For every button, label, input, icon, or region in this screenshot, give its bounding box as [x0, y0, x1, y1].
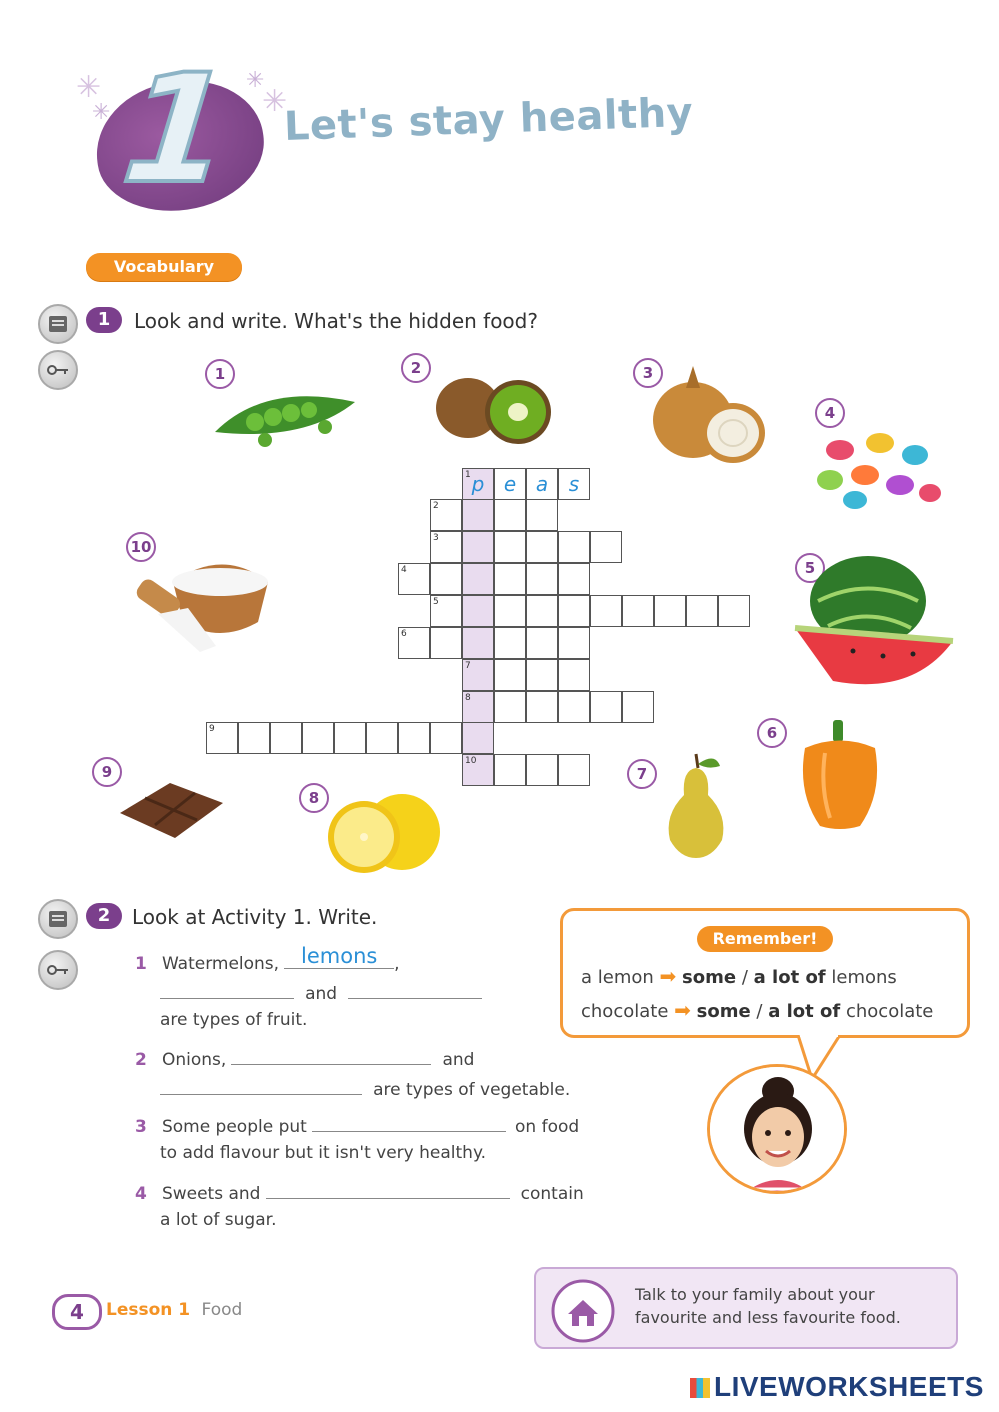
- picture-number: 6: [757, 718, 787, 748]
- picture-number: 3: [633, 358, 663, 388]
- picture-number: 7: [627, 759, 657, 789]
- brand-logo: [690, 1371, 984, 1403]
- section-label: Vocabulary: [86, 253, 242, 281]
- rule-text: some: [696, 1001, 751, 1022]
- crossword-cell[interactable]: [302, 722, 334, 754]
- girl-image: [710, 1067, 847, 1194]
- crossword-cell[interactable]: [558, 531, 590, 563]
- key-icon: [46, 363, 70, 377]
- crossword-cell[interactable]: [494, 659, 526, 691]
- rule-text: a lot of: [753, 967, 826, 988]
- clue-number: 8: [465, 693, 471, 703]
- crossword-cell[interactable]: [430, 563, 462, 595]
- crossword-cell[interactable]: [462, 468, 494, 500]
- watermelon-image: [793, 556, 955, 690]
- crossword-cell[interactable]: [526, 468, 558, 500]
- question-number: 1: [135, 954, 147, 974]
- question-text: are types of fruit.: [160, 1010, 308, 1030]
- picture-number: 8: [299, 783, 329, 813]
- remember-line-1: [581, 964, 897, 988]
- arrow-right-icon: ➡: [674, 998, 691, 1022]
- crossword-cell[interactable]: [590, 531, 622, 563]
- answer-field[interactable]: [231, 1046, 431, 1065]
- rule-text: chocolate: [581, 1001, 669, 1022]
- crossword-cell[interactable]: [558, 563, 590, 595]
- picture-number: 1: [205, 359, 235, 389]
- crossword-cell[interactable]: [622, 691, 654, 723]
- answer-field[interactable]: [160, 1076, 362, 1095]
- brand-icon: [690, 1378, 710, 1398]
- crossword-cell[interactable]: [526, 691, 558, 723]
- picture-number: 10: [126, 532, 156, 562]
- crossword-cell[interactable]: [462, 563, 494, 595]
- crossword-cell[interactable]: [494, 531, 526, 563]
- crossword-cell[interactable]: [558, 627, 590, 659]
- question-text: a lot of sugar.: [160, 1210, 277, 1230]
- sweets-image: [800, 415, 950, 515]
- clue-number: 2: [433, 501, 439, 511]
- home-school-text: Talk to your family about your favourite and less favourite food.: [635, 1285, 901, 1327]
- crossword-cell[interactable]: [494, 691, 526, 723]
- answer-field[interactable]: [312, 1113, 506, 1132]
- crossword-cell[interactable]: [558, 659, 590, 691]
- salt-image: [128, 552, 288, 662]
- question-text: on food: [515, 1117, 580, 1137]
- crossword-letter: e: [503, 472, 517, 496]
- crossword-cell[interactable]: [462, 722, 494, 754]
- remember-line-2: [581, 998, 933, 1022]
- question-text: and: [305, 984, 338, 1004]
- clue-number: 1: [465, 470, 471, 480]
- crossword-cell[interactable]: [462, 531, 494, 563]
- question-2: [135, 1046, 474, 1070]
- clue-number: 4: [401, 565, 407, 575]
- crossword-letter: p: [471, 472, 485, 496]
- key-button[interactable]: [38, 350, 78, 390]
- crossword-cell[interactable]: [526, 499, 558, 531]
- question-1-line2: [160, 980, 482, 1004]
- speaker-icon: [48, 910, 68, 928]
- crossword-cell[interactable]: [462, 691, 494, 723]
- lesson-topic: Food: [201, 1300, 243, 1320]
- crossword-letter: a: [535, 472, 549, 496]
- answer-field[interactable]: [348, 980, 482, 999]
- rule-text: /: [741, 967, 748, 988]
- activity-instruction: Look at Activity 1. Write.: [132, 905, 378, 929]
- crossword-cell[interactable]: [462, 595, 494, 627]
- rule-text: lemons: [831, 967, 897, 988]
- question-text: Some people put: [161, 1117, 307, 1137]
- activity-number: 2: [86, 903, 122, 929]
- question-4: [135, 1180, 584, 1204]
- crossword-cell[interactable]: [558, 468, 590, 500]
- answer-text: lemons: [301, 944, 378, 968]
- crossword-cell[interactable]: [526, 627, 558, 659]
- activity-instruction: Look and write. What's the hidden food?: [134, 309, 538, 333]
- question-number: 4: [135, 1184, 147, 1204]
- crossword-cell[interactable]: [590, 595, 622, 627]
- sparkle-icon: ✳: [76, 70, 102, 105]
- crossword-cell[interactable]: [558, 691, 590, 723]
- sparkle-icon: ✳: [92, 100, 111, 125]
- crossword-cell[interactable]: [270, 722, 302, 754]
- question-text: Onions,: [161, 1050, 227, 1070]
- crossword-cell[interactable]: [526, 531, 558, 563]
- question-text: are types of vegetable.: [373, 1080, 571, 1100]
- crossword-cell[interactable]: [398, 627, 430, 659]
- chocolate-image: [115, 778, 225, 842]
- picture-number: 4: [815, 398, 845, 428]
- rule-text: some: [682, 967, 737, 988]
- crossword-cell[interactable]: [334, 722, 366, 754]
- question-text: Sweets and: [161, 1184, 261, 1204]
- answer-field[interactable]: [160, 980, 294, 999]
- crossword-cell[interactable]: [686, 595, 718, 627]
- crossword-cell[interactable]: [494, 468, 526, 500]
- audio-button[interactable]: [38, 304, 78, 344]
- rule-text: a lemon: [581, 967, 654, 988]
- rule-text: /: [756, 1001, 763, 1022]
- crossword-cell[interactable]: [494, 563, 526, 595]
- crossword-cell[interactable]: [558, 595, 590, 627]
- crossword-cell[interactable]: [398, 563, 430, 595]
- question-number: 2: [135, 1050, 147, 1070]
- crossword-cell[interactable]: [558, 754, 590, 786]
- crossword-letter: s: [568, 472, 580, 496]
- crossword-cell[interactable]: [430, 722, 462, 754]
- crossword-cell[interactable]: [430, 595, 462, 627]
- unit-number: 1: [115, 43, 239, 217]
- crossword-cell[interactable]: [622, 595, 654, 627]
- crossword-cell[interactable]: [366, 722, 398, 754]
- lemon-image: [322, 787, 442, 877]
- clue-number: 6: [401, 629, 407, 639]
- crossword-cell[interactable]: [462, 627, 494, 659]
- question-text: contain: [520, 1184, 584, 1204]
- crossword-cell[interactable]: [526, 754, 558, 786]
- picture-number: 5: [795, 553, 825, 583]
- question-number: 3: [135, 1117, 147, 1137]
- crossword-cell[interactable]: [462, 499, 494, 531]
- crossword-cell[interactable]: [430, 627, 462, 659]
- sparkle-icon: ✳: [246, 68, 265, 93]
- remember-label: Remember!: [697, 926, 833, 952]
- page-title: Let's stay healthy: [283, 89, 694, 150]
- clue-number: 7: [465, 661, 471, 671]
- question-text: to add flavour but it isn't very healthy.: [160, 1143, 486, 1163]
- crossword-cell[interactable]: [462, 659, 494, 691]
- arrow-right-icon: ➡: [659, 964, 677, 988]
- audio-button[interactable]: [38, 899, 78, 939]
- crossword-cell[interactable]: [526, 563, 558, 595]
- rule-text: chocolate: [845, 1001, 934, 1022]
- crossword-cell[interactable]: [494, 754, 526, 786]
- crossword-cell[interactable]: [430, 531, 462, 563]
- brand-text: LIVEWORKSHEETS: [714, 1371, 984, 1402]
- punctuation: ,: [394, 954, 400, 974]
- question-1: [135, 944, 400, 974]
- home-icon: [550, 1278, 616, 1344]
- speaker-icon: [48, 315, 68, 333]
- clue-number: 9: [209, 724, 215, 734]
- kiwi-image: [430, 368, 555, 448]
- answer-field[interactable]: [284, 944, 394, 969]
- lesson-label: [106, 1300, 242, 1320]
- peas-image: [205, 372, 365, 452]
- crossword-cell[interactable]: [206, 722, 238, 754]
- clue-number: 3: [433, 533, 439, 543]
- sparkle-icon: ✳: [262, 84, 288, 119]
- pepper-image: [795, 718, 885, 830]
- key-button[interactable]: [38, 950, 78, 990]
- crossword-cell[interactable]: [526, 659, 558, 691]
- crossword-cell[interactable]: [494, 595, 526, 627]
- question-text: Watermelons,: [161, 954, 280, 974]
- pear-image: [660, 750, 732, 860]
- page-number: 4: [52, 1294, 102, 1330]
- crossword-cell[interactable]: [590, 691, 622, 723]
- key-icon: [46, 963, 70, 977]
- lesson-number: Lesson 1: [106, 1300, 191, 1320]
- activity-number: 1: [86, 307, 122, 333]
- crossword-cell[interactable]: [718, 595, 750, 627]
- question-text: and: [442, 1050, 475, 1070]
- clue-number: 10: [465, 756, 477, 766]
- rule-text: a lot of: [768, 1001, 841, 1022]
- crossword-cell[interactable]: [398, 722, 430, 754]
- answer-field[interactable]: [266, 1180, 510, 1199]
- crossword-cell[interactable]: [462, 754, 494, 786]
- crossword-cell[interactable]: [526, 595, 558, 627]
- crossword-cell[interactable]: [494, 499, 526, 531]
- question-2-line2: [160, 1076, 570, 1100]
- crossword-cell[interactable]: [238, 722, 270, 754]
- picture-number: 2: [401, 353, 431, 383]
- avatar: [707, 1064, 847, 1194]
- question-3: [135, 1113, 579, 1137]
- picture-number: 9: [92, 757, 122, 787]
- crossword-cell[interactable]: [654, 595, 686, 627]
- crossword-cell[interactable]: [494, 627, 526, 659]
- onion-image: [648, 358, 770, 468]
- clue-number: 5: [433, 597, 439, 607]
- crossword-cell[interactable]: [430, 499, 462, 531]
